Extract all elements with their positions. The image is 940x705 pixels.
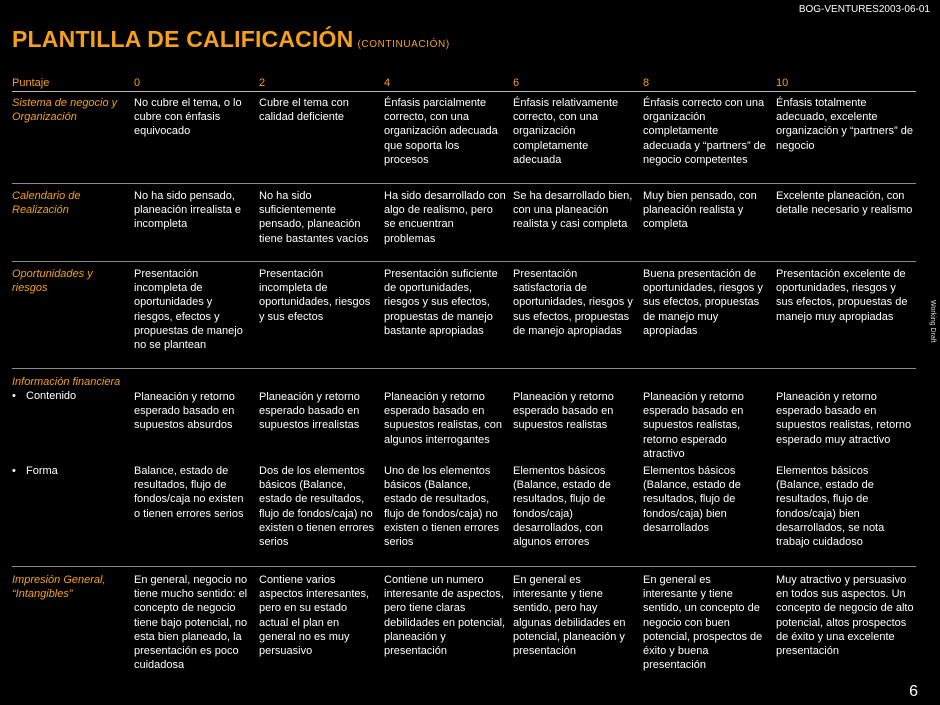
row-label: Sistema de negocio y Organización <box>12 97 118 124</box>
table-cell: Énfasis parcialmente correcto, con una organización adecuada que soporta los procesos <box>384 97 498 166</box>
table-cell: Contiene varios aspectos interesantes, pero en su estado actual el plan en general no es muy persuasivo <box>259 574 370 658</box>
table-cell: Presentación satisfactoria de oportunidades, riesgos y sus efectos, propuestas de manejo apropiadas <box>513 268 633 337</box>
table-cell: No ha sido pensado, planeación irrealista e incompleta <box>134 190 242 231</box>
table-cell: Elementos básicos (Balance, estado de resultados, flujo de fondos/caja) bien desarrollados <box>643 465 741 534</box>
header-cell: 0 <box>134 77 141 89</box>
row-label: Calendario de Realización <box>12 190 81 217</box>
table-cell: Planeación y retorno esperado basado en supuestos realistas, retorno esperado atractivo <box>643 391 744 460</box>
table-cell: No ha sido suficientemente pensado, planeación tiene bastantes vacíos <box>259 190 369 245</box>
header-cell: 8 <box>643 77 650 89</box>
table-cell: Elementos básicos (Balance, estado de resultados, flujo de fondos/caja) desarrollados, con algunos errores <box>513 465 611 549</box>
table-cell: Muy bien pensado, con planeación realista y completa <box>643 190 757 231</box>
row-label: Impresión General, “Intangibles” <box>12 574 106 601</box>
table-cell: Planeación y retorno esperado basado en supuestos realistas, con algunos interrogantes <box>384 391 503 446</box>
table-cell: Presentación incompleta de oportunidades y riesgos, efectos y propuestas de manejo no se plantean <box>134 268 243 352</box>
table-row <box>12 189 916 262</box>
table-cell: Uno de los elementos básicos (Balance, estado de resultados, flujo de fondos/caja) no existen o tienen errores serios <box>384 465 499 549</box>
table-cell: Muy atractivo y persuasivo en todos sus aspectos. Un concepto de negocio de alto potencial, altos prospectos de éxito y una excelente presentación <box>776 574 914 658</box>
table-cell: Excelente planeación, con detalle necesario y realismo <box>776 190 913 217</box>
header-cell: 4 <box>384 77 391 89</box>
header-cell: 6 <box>513 77 520 89</box>
table-cell: Énfasis totalmente adecuado, excelente organización y “partners” de negocio <box>776 97 913 152</box>
table-cell: Énfasis correcto con una organización completamente adecuada y “partners” de negocio competentes <box>643 97 766 166</box>
table-cell: Presentación excelente de oportunidades, riesgos y sus efectos, propuestas de manejo muy apropiadas <box>776 268 908 323</box>
table-cell: Dos de los elementos básicos (Balance, estado de resultados, flujo de fondos/caja) no existen o tienen errores serios <box>259 465 374 549</box>
table-row <box>12 573 916 688</box>
header-cell: 10 <box>776 77 789 89</box>
row-label: Oportunidades y riesgos <box>12 268 93 295</box>
table-cell: Ha sido desarrollado con algo de realismo, pero se encuentran problemas <box>384 190 506 245</box>
table-cell: Balance, estado de resultados, flujo de fondos/caja no existen o tienen errores serios <box>134 465 244 520</box>
table-row <box>12 464 916 567</box>
table-cell: Énfasis relativamente correcto, con una organización completamente adecuada <box>513 97 619 166</box>
table-cell: No cubre el tema, o lo cubre con énfasis equivocado <box>134 97 242 138</box>
table-cell: Contiene un numero interesante de aspectos, pero tiene claras debilidades en potencial, planeación y presentación <box>384 574 506 658</box>
row-sublabel <box>12 389 130 403</box>
side-label: Working Draft <box>929 300 936 343</box>
table-cell: En general, negocio no tiene mucho sentido: el concepto de negocio tiene bajo potencial, no esta bien planeado, la presentación es poco cuidadosa <box>134 574 248 672</box>
sublabel-text: Forma <box>26 465 58 477</box>
table-cell: Se ha desarrollado bien, con una planeación realista y casi completa <box>513 190 633 231</box>
table-row <box>12 96 916 184</box>
table-cell: Planeación y retorno esperado basado en supuestos realistas, retorno esperado muy atractivo <box>776 391 912 446</box>
bullet-icon: • <box>12 465 16 477</box>
table-cell: En general es interesante y tiene sentido, pero hay algunas debilidades en potencial, planeación y presentación <box>513 574 626 658</box>
header-cell: Puntaje <box>12 77 50 89</box>
table-cell: Elementos básicos (Balance, estado de resultados, flujo de fondos/caja) bien desarrollados, se nota trabajo cuidadoso <box>776 465 885 549</box>
page-number: 6 <box>909 683 918 700</box>
table-cell: Planeación y retorno esperado basado en supuestos realistas <box>513 391 614 432</box>
table-cell: Cubre el tema con calidad deficiente <box>259 97 349 124</box>
table-cell: Planeación y retorno esperado basado en supuestos absurdos <box>134 391 235 432</box>
document-id: BOG-VENTURES2003-06-01 <box>798 4 930 15</box>
table-cell: Presentación incompleta de oportunidades, riesgos y sus efectos <box>259 268 371 323</box>
table-cell: Presentación suficiente de oportunidades, riesgos y sus efectos, propuestas de manejo bastante apropiadas <box>384 268 498 337</box>
table-cell: Planeación y retorno esperado basado en supuestos irrealistas <box>259 391 360 432</box>
page-subtitle: (CONTINUACIÓN) <box>357 39 450 50</box>
title-text: PLANTILLA DE CALIFICACIÓN <box>12 26 354 52</box>
table-row <box>12 267 916 369</box>
bullet-icon: • <box>12 390 16 403</box>
table-header <box>12 76 916 92</box>
sublabel-text: Contenido <box>26 390 77 403</box>
row-sublabel <box>12 464 124 478</box>
table-cell: En general es interesante y tiene sentido, un concepto de negocio con buen potencial, prospectos de éxito y buena presentación <box>643 574 763 672</box>
table-cell: Buena presentación de oportunidades, riesgos y sus efectos, propuestas de manejo muy apropiadas <box>643 268 763 337</box>
header-cell: 2 <box>259 77 266 89</box>
row-label-block <box>12 375 130 403</box>
table-row <box>12 375 916 461</box>
page-title <box>12 26 450 53</box>
row-label: Información financiera <box>12 376 121 388</box>
